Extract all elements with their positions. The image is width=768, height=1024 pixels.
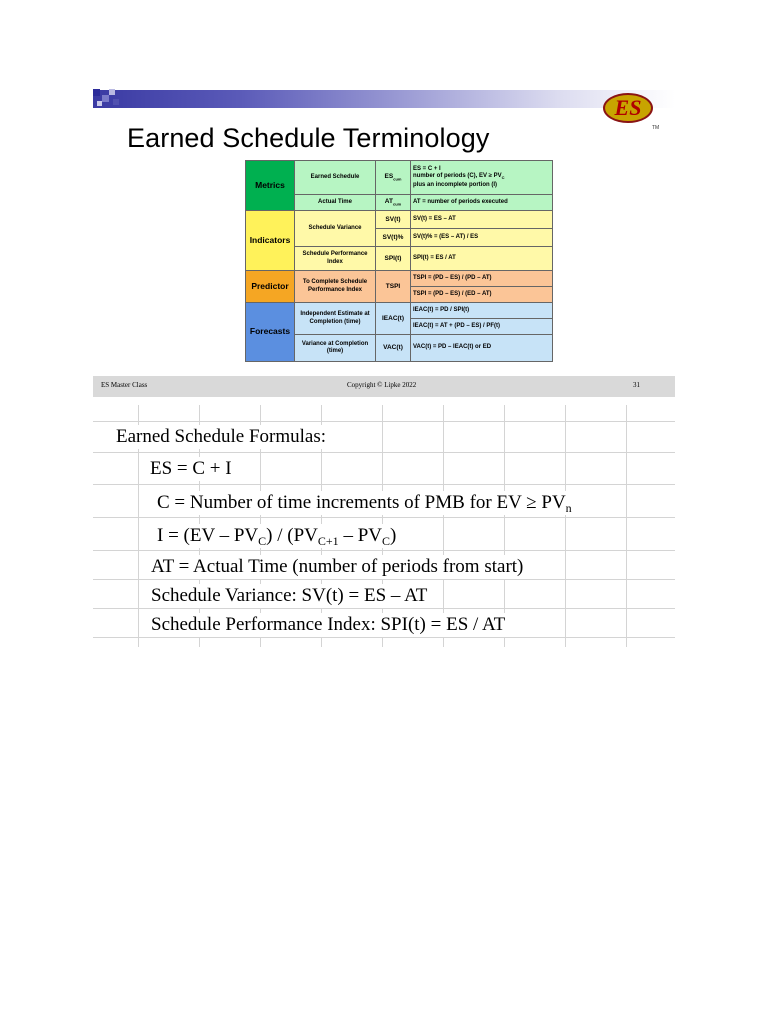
symbol-tspi: TSPI bbox=[376, 271, 411, 303]
symbol-sv-t-percent: SV(t)% bbox=[376, 229, 411, 247]
definition-es: ES = C + I number of periods (C), EV ≥ $PV_C$ plus an incomplete portion (I) bbox=[411, 161, 553, 195]
definition-sv-t: SV(t) = ES – AT bbox=[411, 211, 553, 229]
formula-sheet bbox=[93, 397, 675, 647]
footer-copyright: Copyright © Lipke 2022 bbox=[347, 381, 417, 389]
category-forecasts: Forecasts bbox=[246, 303, 295, 362]
footer-page-number: 31 bbox=[633, 381, 640, 389]
slide-header-bar bbox=[93, 90, 675, 108]
definition-at: AT = number of periods executed bbox=[411, 195, 553, 211]
term-tspi: To Complete Schedule Performance Index bbox=[295, 271, 376, 303]
category-predictor: Predictor bbox=[246, 271, 295, 303]
symbol-sv-t: SV(t) bbox=[376, 211, 411, 229]
symbol-es-cum: $ES_{cum}$ bbox=[376, 161, 411, 195]
definition-spi-t: SPI(t) = ES / AT bbox=[411, 247, 553, 271]
decorative-square bbox=[109, 89, 115, 95]
category-indicators: Indicators bbox=[246, 211, 295, 271]
formula-spi: Schedule Performance Index: SPI(t) = ES / AT bbox=[151, 614, 506, 635]
term-spi: Schedule Performance Index bbox=[295, 247, 376, 271]
formula-i: $I = (EV - PV_C) / (PV_{C+1} - PV_C)$ bbox=[157, 525, 397, 548]
decorative-square bbox=[93, 89, 100, 96]
slide-footer bbox=[93, 376, 675, 397]
decorative-square bbox=[102, 95, 109, 102]
term-actual-time: Actual Time bbox=[295, 195, 376, 211]
definition-ieac-1: IEAC(t) = PD / SPI(t) bbox=[411, 303, 553, 319]
formulas-heading: Earned Schedule Formulas: bbox=[116, 426, 327, 447]
formula-at: AT = Actual Time (number of periods from start) bbox=[151, 556, 524, 577]
term-vac: Variance at Completion (time) bbox=[295, 335, 376, 362]
term-ieac: Independent Estimate at Completion (time) bbox=[295, 303, 376, 335]
slide-title: Earned Schedule Terminology bbox=[127, 123, 490, 153]
slide-image bbox=[93, 87, 675, 397]
symbol-spi-t: SPI(t) bbox=[376, 247, 411, 271]
symbol-ieac-t: IEAC(t) bbox=[376, 303, 411, 335]
term-schedule-variance: Schedule Variance bbox=[295, 211, 376, 247]
es-logo: ES TM bbox=[603, 93, 657, 127]
symbol-vac-t: VAC(t) bbox=[376, 335, 411, 362]
definition-tspi-1: TSPI = (PD – ES) / (PD – AT) bbox=[411, 271, 553, 287]
category-metrics: Metrics bbox=[246, 161, 295, 211]
symbol-at-cum: $AT_{cum}$ bbox=[376, 195, 411, 211]
terminology-table bbox=[245, 160, 553, 362]
decorative-square bbox=[97, 101, 102, 106]
formula-es: ES = C + I bbox=[150, 458, 232, 479]
definition-vac-t: VAC(t) = PD – IEAC(t) or ED bbox=[411, 335, 553, 362]
footer-left: ES Master Class bbox=[101, 381, 148, 389]
formula-c: C = Number of time increments of PMB for EV ≥ $PV_n$ bbox=[157, 492, 572, 515]
decorative-square bbox=[113, 99, 119, 105]
definition-sv-t-percent: SV(t)% = (ES – AT) / ES bbox=[411, 229, 553, 247]
term-earned-schedule: Earned Schedule bbox=[295, 161, 376, 195]
formula-sv: Schedule Variance: SV(t) = ES – AT bbox=[151, 585, 428, 606]
definition-tspi-2: TSPI = (PD – ES) / (ED – AT) bbox=[411, 287, 553, 303]
definition-ieac-2: IEAC(t) = AT + (PD – ES) / PF(t) bbox=[411, 319, 553, 335]
